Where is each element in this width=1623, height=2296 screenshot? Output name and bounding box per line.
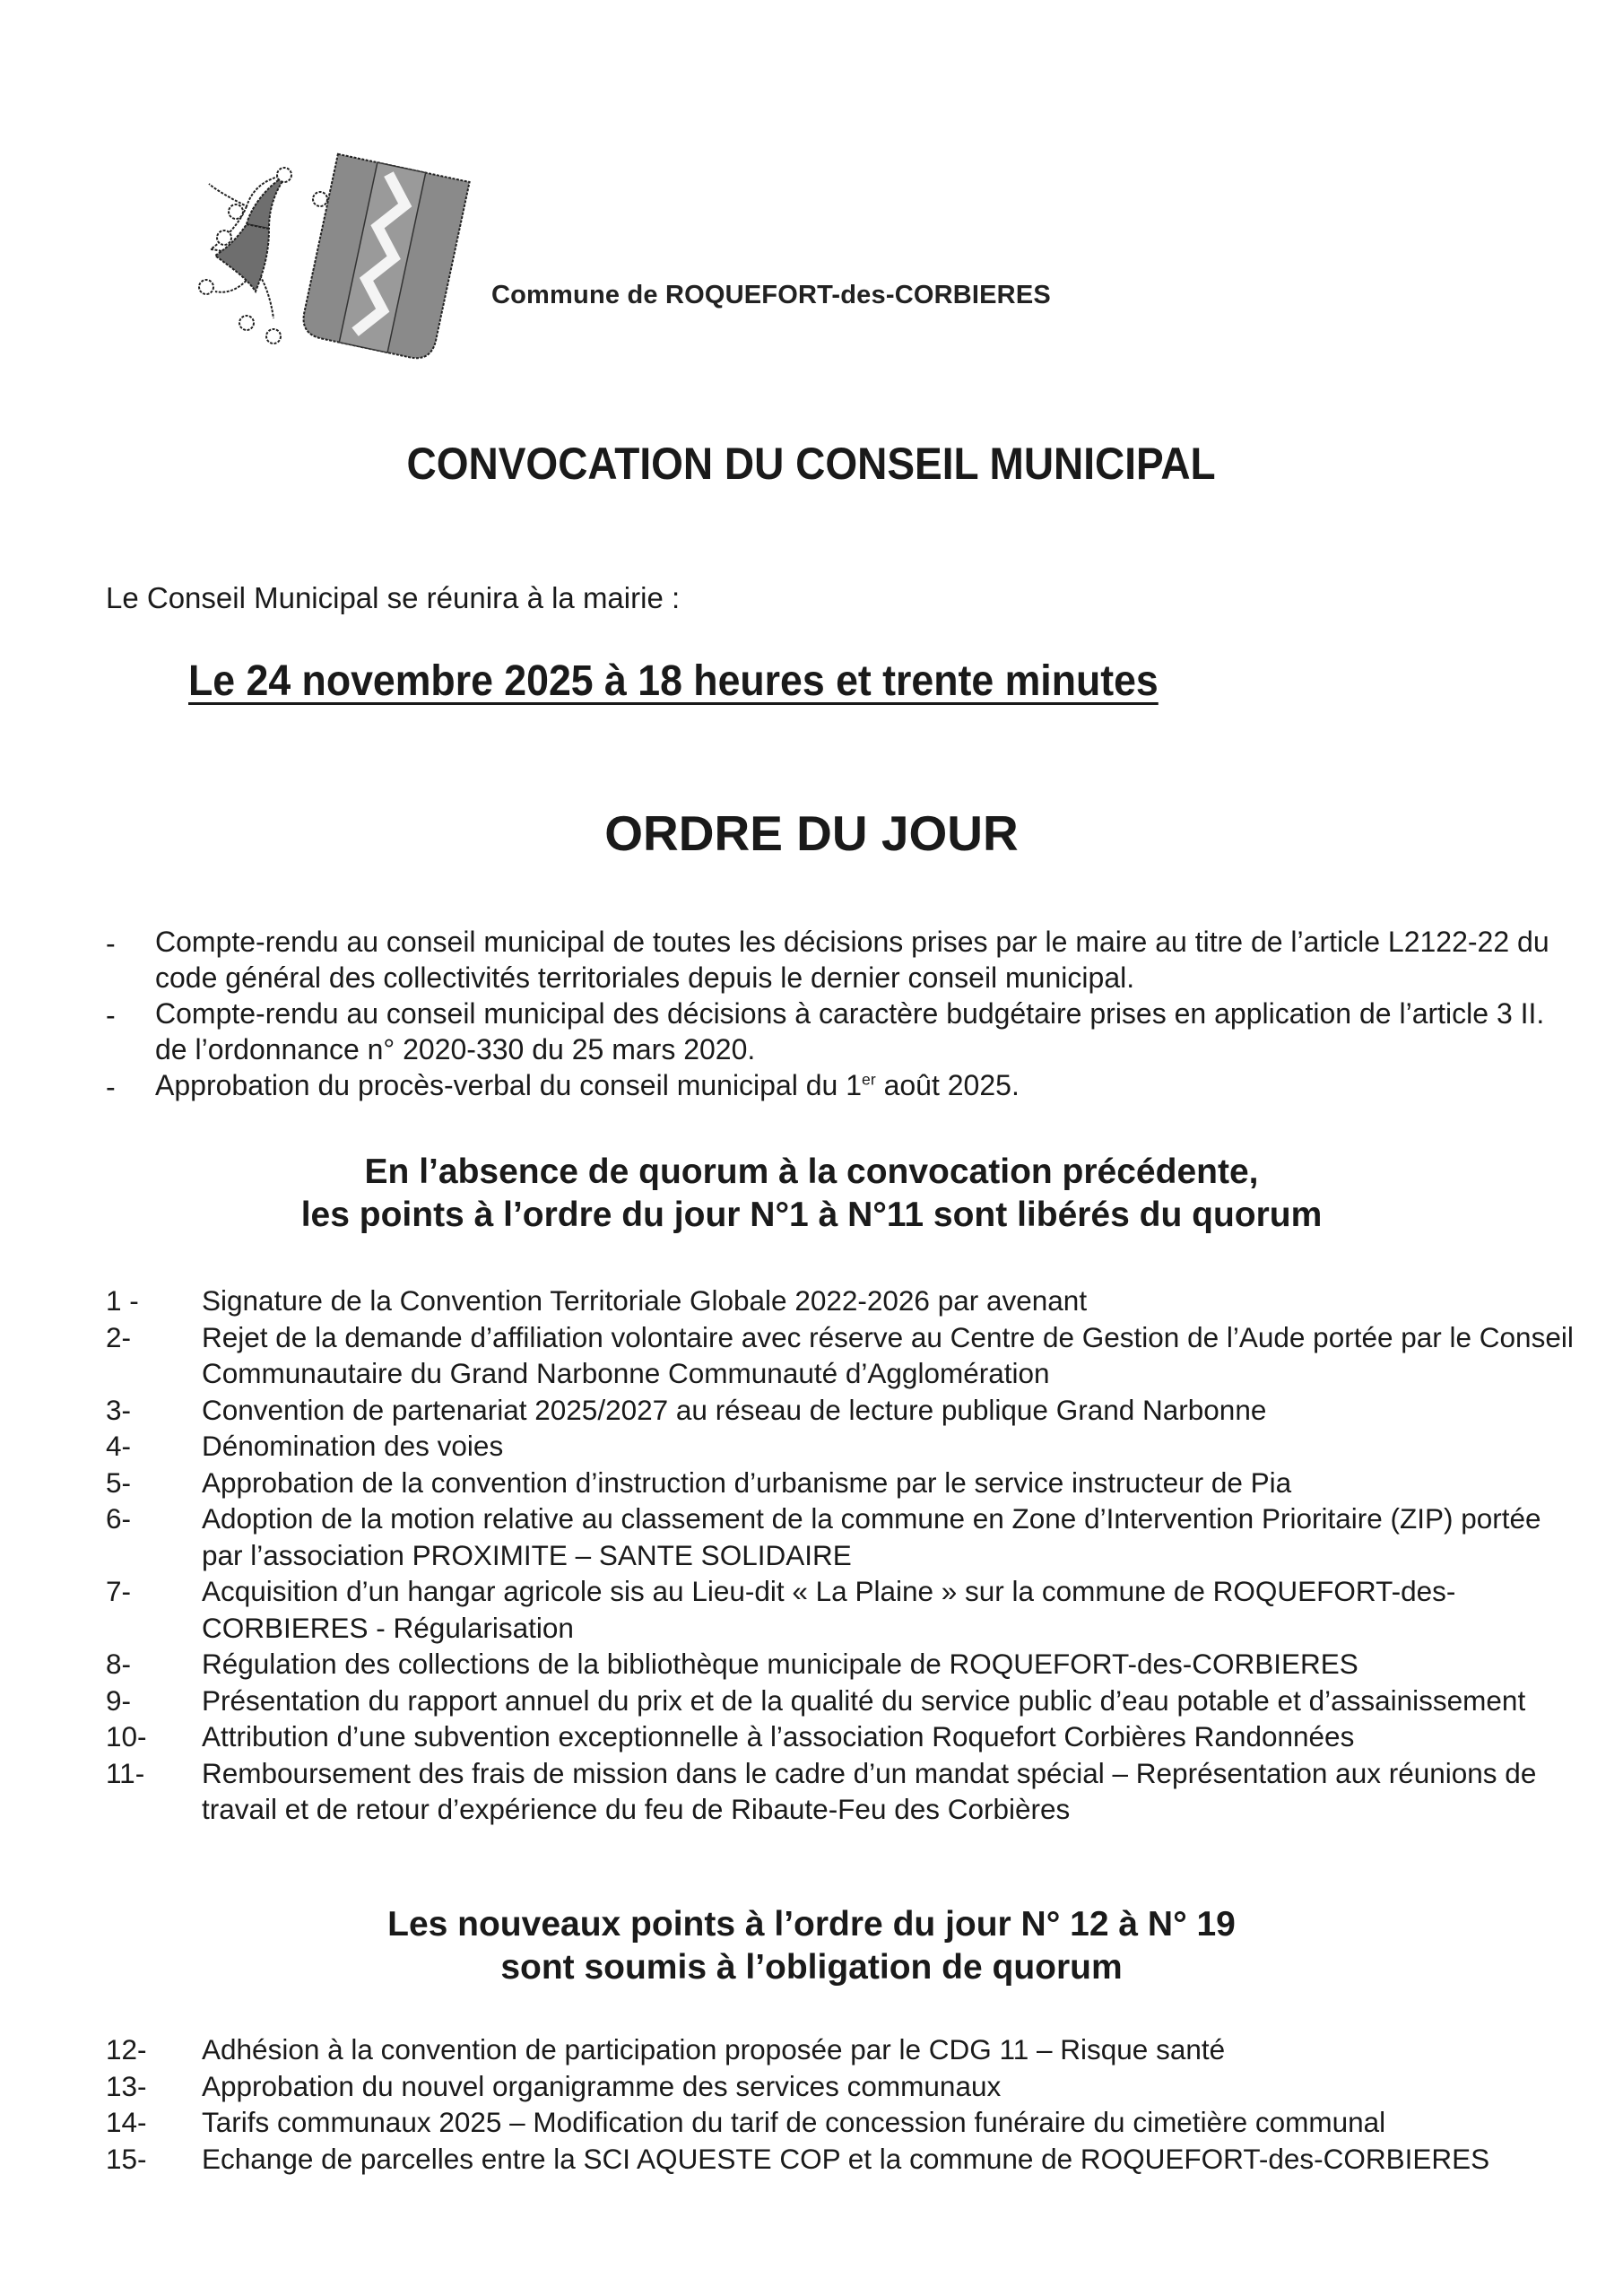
section2-heading [0,1903,1623,1989]
item-text-main: Approbation du procès-verbal du conseil municipal du 1 [155,1069,863,1101]
list-item [106,1067,1558,1105]
agenda-item-number: 4- [106,1430,132,1462]
item-text: Compte-rendu au conseil municipal de toutes les décisions prises par le maire au titre de l’article L2122-22 du code général des collectivités territoriales depuis le dernier conseil municipal. [155,926,1549,994]
section2-heading-line1: Les nouveaux points à l’ordre du jour N° 12 à N° 19 [387,1905,1236,1944]
agenda-item-number: 10- [106,1720,147,1752]
list-item [106,996,1558,1067]
agenda-item-number: 12- [106,2033,147,2066]
agenda-item-text: Acquisition d’un hangar agricole sis au Lieu-dit « La Plaine » sur la commune de ROQUEFORT-des-CORBIERES - Régularisation [202,1575,1456,1644]
agenda-item-text: Attribution d’une subvention exceptionnelle à l’association Roquefort Corbières Randonnées [202,1720,1355,1752]
meeting-intro: Le Conseil Municipal se réunira à la mairie : [106,581,681,614]
agenda-item [106,1428,1585,1465]
bullet: - [106,1071,116,1103]
agenda-item-text: Echange de parcelles entre la SCI AQUESTE COP et la commune de ROQUEFORT-des-CORBIERES [202,2142,1490,2175]
page-title-text: CONVOCATION DU CONSEIL MUNICIPAL [406,439,1216,489]
item-text: Compte-rendu au conseil municipal des décisions à caractère budgétaire prises en application de l’article 3 II. de l’ordonnance n° 2020-330 du 25 mars 2020. [155,997,1545,1065]
bullet: - [106,999,116,1031]
agenda-item-text: Signature de la Convention Territoriale Globale 2022-2026 par avenant [202,1284,1088,1317]
preliminary-items-list [106,924,1558,1105]
agenda-item-text: Adoption de la motion relative au classement de la commune en Zone d’Intervention Prioritaire (ZIP) portée par l’association PROXIMITE – SANTE SOLIDAIRE [202,1502,1541,1571]
agenda-item-text: Convention de partenariat 2025/2027 au réseau de lecture publique Grand Narbonne [202,1393,1267,1426]
commune-name: Commune de ROQUEFORT-des-CORBIERES [491,281,1051,309]
agenda-item-number: 13- [106,2069,147,2102]
agenda-item-number: 3- [106,1393,132,1426]
ordinal-superscript: er [862,1070,876,1089]
section1-items-list [106,1283,1585,1828]
agenda-item-number: 6- [106,1502,132,1535]
occitan-cross-and-coat-of-arms-logo [184,144,471,368]
agenda-item-number: 8- [106,1648,132,1680]
agenda-item-text: Approbation de la convention d’instruction d’urbanisme par le service instructeur de Pia [202,1465,1292,1499]
bullet: - [106,927,116,960]
agenda-item-number: 15- [106,2142,147,2175]
agenda-item [106,1646,1585,1683]
section1-heading-line2: les points à l’ordre du jour N°1 à N°11 sont libérés du quorum [300,1196,1323,1234]
agenda-item [106,1718,1585,1755]
section2-items-list [106,2031,1585,2177]
agenda-item-text: Régulation des collections de la bibliothèque municipale de ROQUEFORT-des-CORBIERES [202,1648,1358,1680]
agenda-item-text: Tarifs communaux 2025 – Modification du tarif de concession funéraire du cimetière communal [202,2106,1386,2138]
agenda-item-text: Adhésion à la convention de participation proposée par le CDG 11 – Risque santé [202,2033,1226,2066]
agenda-item-number: 7- [106,1575,132,1607]
agenda-item [106,2068,1585,2105]
agenda-item [106,1465,1585,1501]
agenda-item-number: 2- [106,1320,132,1353]
meeting-date: Le 24 novembre 2025 à 18 heures et trente minutes [188,657,1159,705]
page-title [65,438,1558,490]
agenda-item [106,1573,1585,1646]
agenda-item [106,2031,1585,2068]
agenda-item-number: 1 - [106,1284,139,1317]
agenda-item-text: Remboursement des frais de mission dans le cadre d’un mandat spécial – Représentation aux réunions de travail et de retour d’expérience du feu de Ribaute-Feu des Corbières [202,1756,1537,1825]
agenda-item-text: Dénomination des voies [202,1430,504,1462]
agenda-item [106,2104,1585,2141]
section2-heading-line2: sont soumis à l’obligation de quorum [500,1948,1123,1987]
list-item [106,924,1558,996]
section1-heading-line1: En l’absence de quorum à la convocation précédente, [364,1152,1259,1191]
agenda-item-number: 14- [106,2106,147,2138]
agenda-heading-text: ORDRE DU JOUR [604,805,1019,861]
agenda-item-number: 11- [106,1756,145,1789]
agenda-item [106,1683,1585,1719]
agenda-item-text: Présentation du rapport annuel du prix et de la qualité du service public d’eau potable et d’assainissement [202,1683,1526,1717]
agenda-item [106,1392,1585,1429]
agenda-item-number: 9- [106,1683,132,1717]
section1-heading [0,1151,1623,1237]
agenda-item [106,2141,1585,2178]
agenda-item-text: Approbation du nouvel organigramme des services communaux [202,2069,1002,2102]
agenda-item [106,1283,1585,1319]
agenda-item [106,1319,1585,1392]
agenda-item [106,1755,1585,1828]
agenda-item-text: Rejet de la demande d’affiliation volontaire avec réserve au Centre de Gestion de l’Aude portée par le Conseil Communautaire du Grand Narbonne Communauté d’Agglomération [202,1320,1574,1389]
logo-icon [184,144,471,368]
agenda-item-number: 5- [106,1465,132,1499]
item-text [155,1067,1558,1105]
agenda-item [106,1500,1585,1573]
agenda-heading [0,804,1623,862]
item-text-end: août 2025. [875,1069,1020,1101]
